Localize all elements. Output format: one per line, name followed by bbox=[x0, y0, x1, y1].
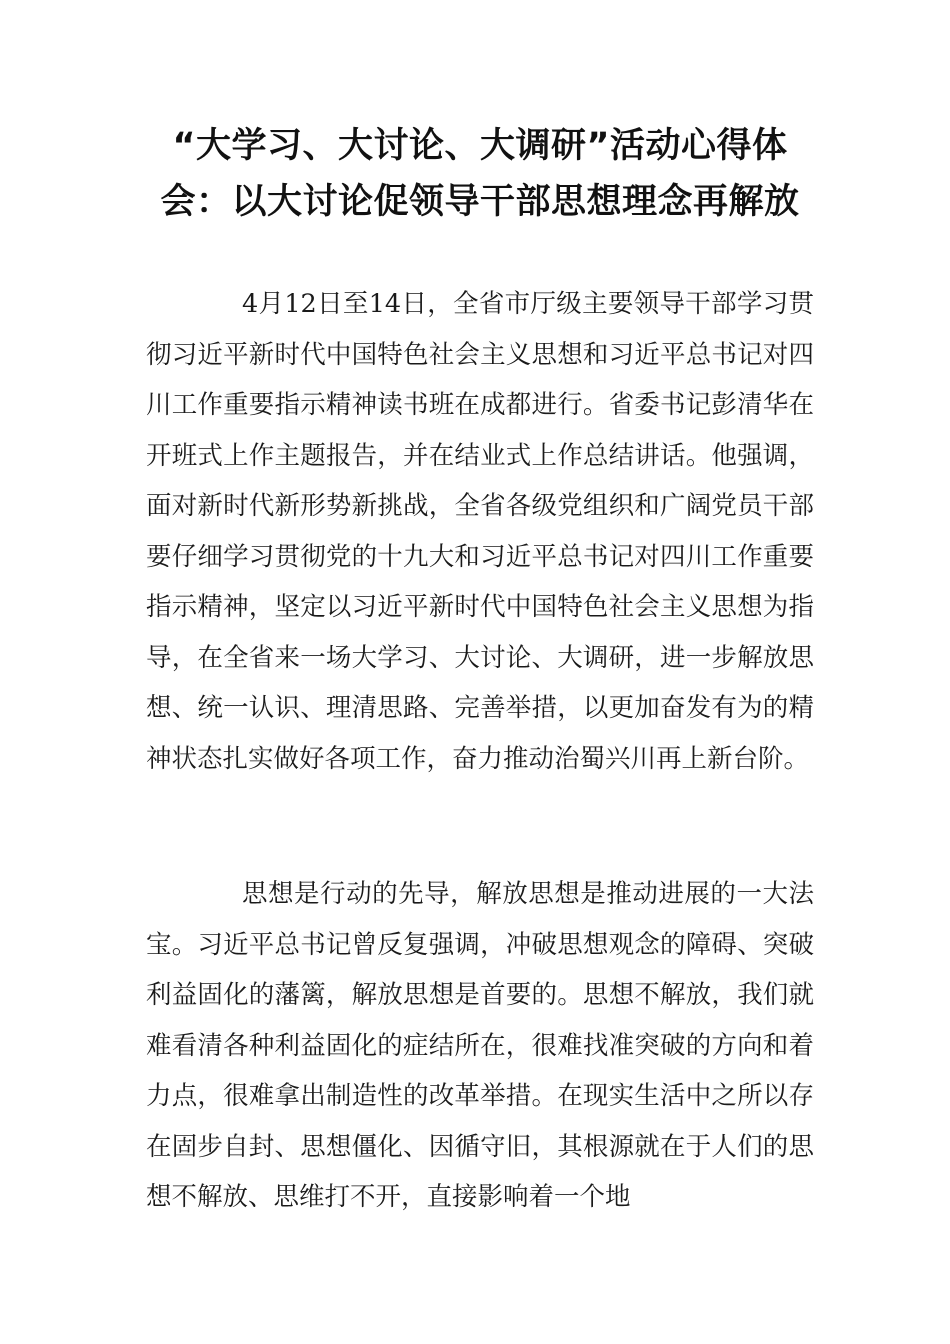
paragraph: 思想是行动的先导，解放思想是推动进展的一大法宝。习近平总书记曾反复强调，冲破思想观念的障碍、突破利益固化的藩篱，解放思想是首要的。思想不解放，我们就难看清各种利益固化的症结所在，很难找准突破的方向和着力点，很难拿出制造性的改革举措。在现实生活中之所以存在固步自封、思想僵化、因循守旧，其根源就在于人们的思想不解放、思维打不开，直接影响着一个地 bbox=[146, 879, 814, 1212]
document-title: “大学习、大讨论、大调研”活动心得体会：以大讨论促领导干部思想理念再解放 bbox=[160, 126, 800, 222]
paragraph: 4月12日至14日，全省市厅级主要领导干部学习贯彻习近平新时代中国特色社会主义思想和习近平总书记对四川工作重要指示精神读书班在成都进行。省委书记彭清华在开班式上作主题报告，并在结业式上作总结讲话。他强调，面对新时代新形势新挑战，全省各级党组织和广阔党员干部要仔细学习贯彻党的十九大和习近平总书记对四川工作重要指示精神，坚定以习近平新时代中国特色社会主义思想为指导，在全省来一场大学习、大讨论、大调研，进一步解放思想、统一认识、理清思路、完善举措，以更加奋发有为的精神状态扎实做好各项工作，奋力推动治蜀兴川再上新台阶。 bbox=[146, 289, 814, 774]
